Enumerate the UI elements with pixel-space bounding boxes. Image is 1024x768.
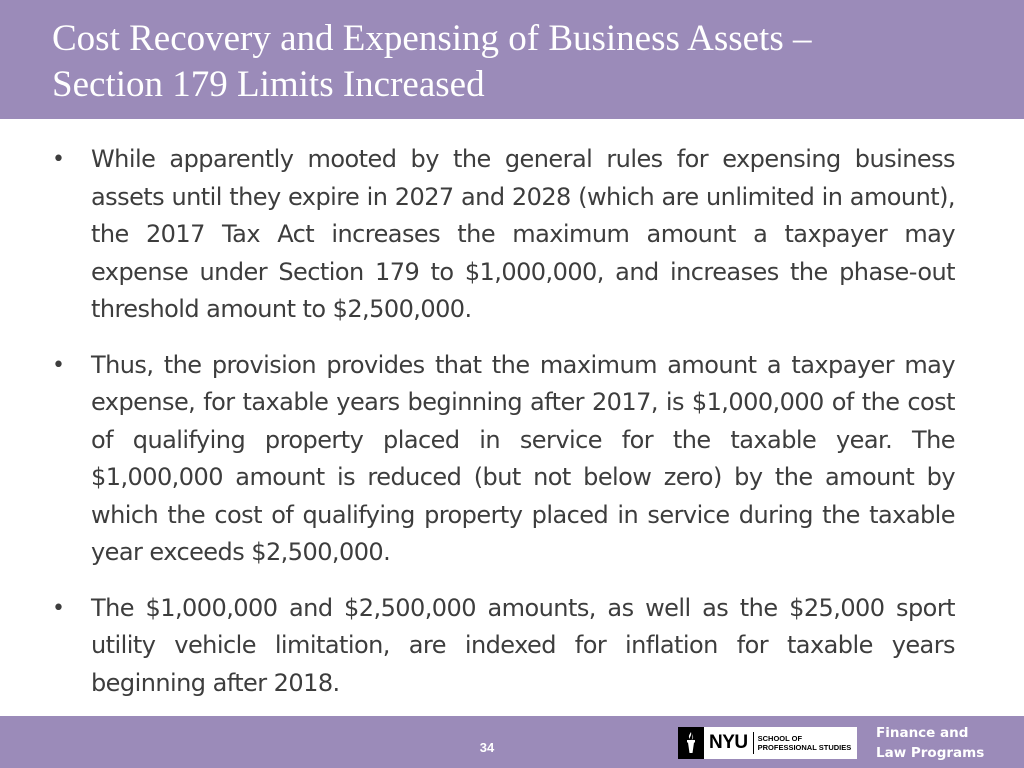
bullet-item: [50, 141, 955, 329]
torch-icon: [678, 727, 704, 759]
slide-footer: [0, 716, 1024, 768]
slide-title-line-1: Cost Recovery and Expensing of Business Assets –: [52, 18, 812, 59]
slide-body: [50, 141, 955, 720]
program-name: [876, 723, 984, 763]
slide-title-line-2: Section 179 Limits Increased: [52, 64, 485, 105]
bullet-dot-icon: •: [52, 595, 65, 621]
bullet-text: Thus, the provision provides that the maximum amount a taxpayer may expense, for taxable years beginning after 2017, is $1,000,000 of the cost of qualifying property placed in service for the taxable year. The $1,000,000 amount is reduced (but not below zero) by the amount by which the cost of qualifying property placed in service during the taxable year exceeds $2,500,000.: [91, 350, 955, 566]
program-name-line-2: Law Programs: [876, 745, 985, 761]
logo-school-line-1: SCHOOL OF: [757, 734, 803, 743]
bullet-item: [50, 347, 955, 572]
page-number: 34: [479, 740, 495, 755]
bullet-text: The $1,000,000 and $2,500,000 amounts, as well as the $25,000 sport utility vehicle limitation, are indexed for inflation for taxable years beginning after 2018.: [91, 593, 955, 697]
bullet-dot-icon: •: [52, 352, 65, 378]
program-name-line-1: Finance and: [876, 725, 969, 741]
logo-school-line-2: PROFESSIONAL STUDIES: [757, 743, 852, 752]
bullet-dot-icon: •: [52, 147, 65, 172]
bullet-item: [50, 590, 955, 703]
nyu-sps-logo: [678, 727, 857, 759]
logo-school-name: [754, 734, 852, 752]
slide-header: [0, 0, 1024, 119]
logo-wordmark: NYU: [709, 732, 748, 753]
slide-title: [52, 16, 1002, 108]
bullet-text: While apparently mooted by the general rules for expensing business assets until they expire in 2027 and 2028 (which are unlimited in amount), the 2017 Tax Act increases the maximum amount a taxpayer may expense under Section 179 to $1,000,000, and increases the phase-out threshold amount to $2,500,000.: [91, 145, 955, 323]
